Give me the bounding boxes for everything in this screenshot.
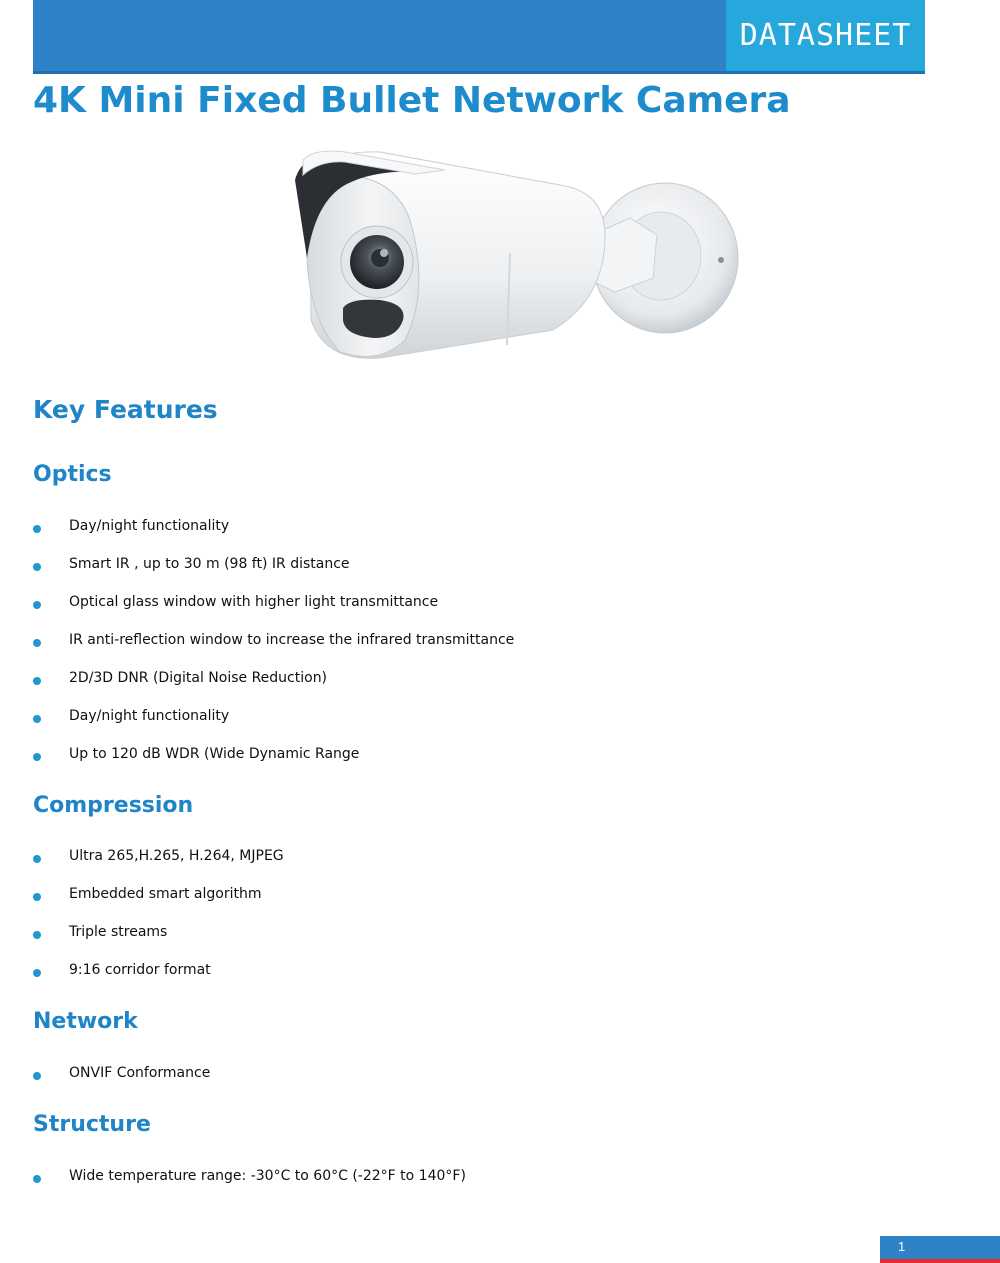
header-underline	[33, 71, 925, 74]
network-heading: Network	[33, 1009, 138, 1034]
page-title: 4K Mini Fixed Bullet Network Camera	[33, 80, 791, 121]
bullet-dot-icon	[33, 1072, 41, 1080]
bullet-dot-icon	[33, 855, 41, 863]
footer-red-line	[880, 1259, 1000, 1263]
bullet-dot-icon	[33, 601, 41, 609]
bullet-dot-icon	[33, 715, 41, 723]
bullet-dot-icon	[33, 969, 41, 977]
bullet-dot-icon	[33, 563, 41, 571]
structure-heading: Structure	[33, 1112, 151, 1137]
page-number-box	[880, 1236, 1000, 1259]
bullet-dot-icon	[33, 677, 41, 685]
optics-heading: Optics	[33, 462, 112, 487]
bullet-dot-icon	[33, 753, 41, 761]
bullet-camera-image	[285, 140, 745, 365]
bullet-dot-icon	[33, 931, 41, 939]
bullet-dot-icon	[33, 525, 41, 533]
header-blue-block	[33, 0, 726, 74]
header-cyan-block	[726, 0, 925, 74]
key-features-heading: Key Features	[33, 395, 218, 424]
bullet-dot-icon	[33, 639, 41, 647]
bullet-dot-icon	[33, 1175, 41, 1183]
compression-heading: Compression	[33, 793, 194, 818]
header-bar	[33, 0, 925, 74]
datasheet-label: DATASHEET	[739, 18, 912, 53]
page-number: 1	[898, 1239, 906, 1254]
bullet-dot-icon	[33, 893, 41, 901]
